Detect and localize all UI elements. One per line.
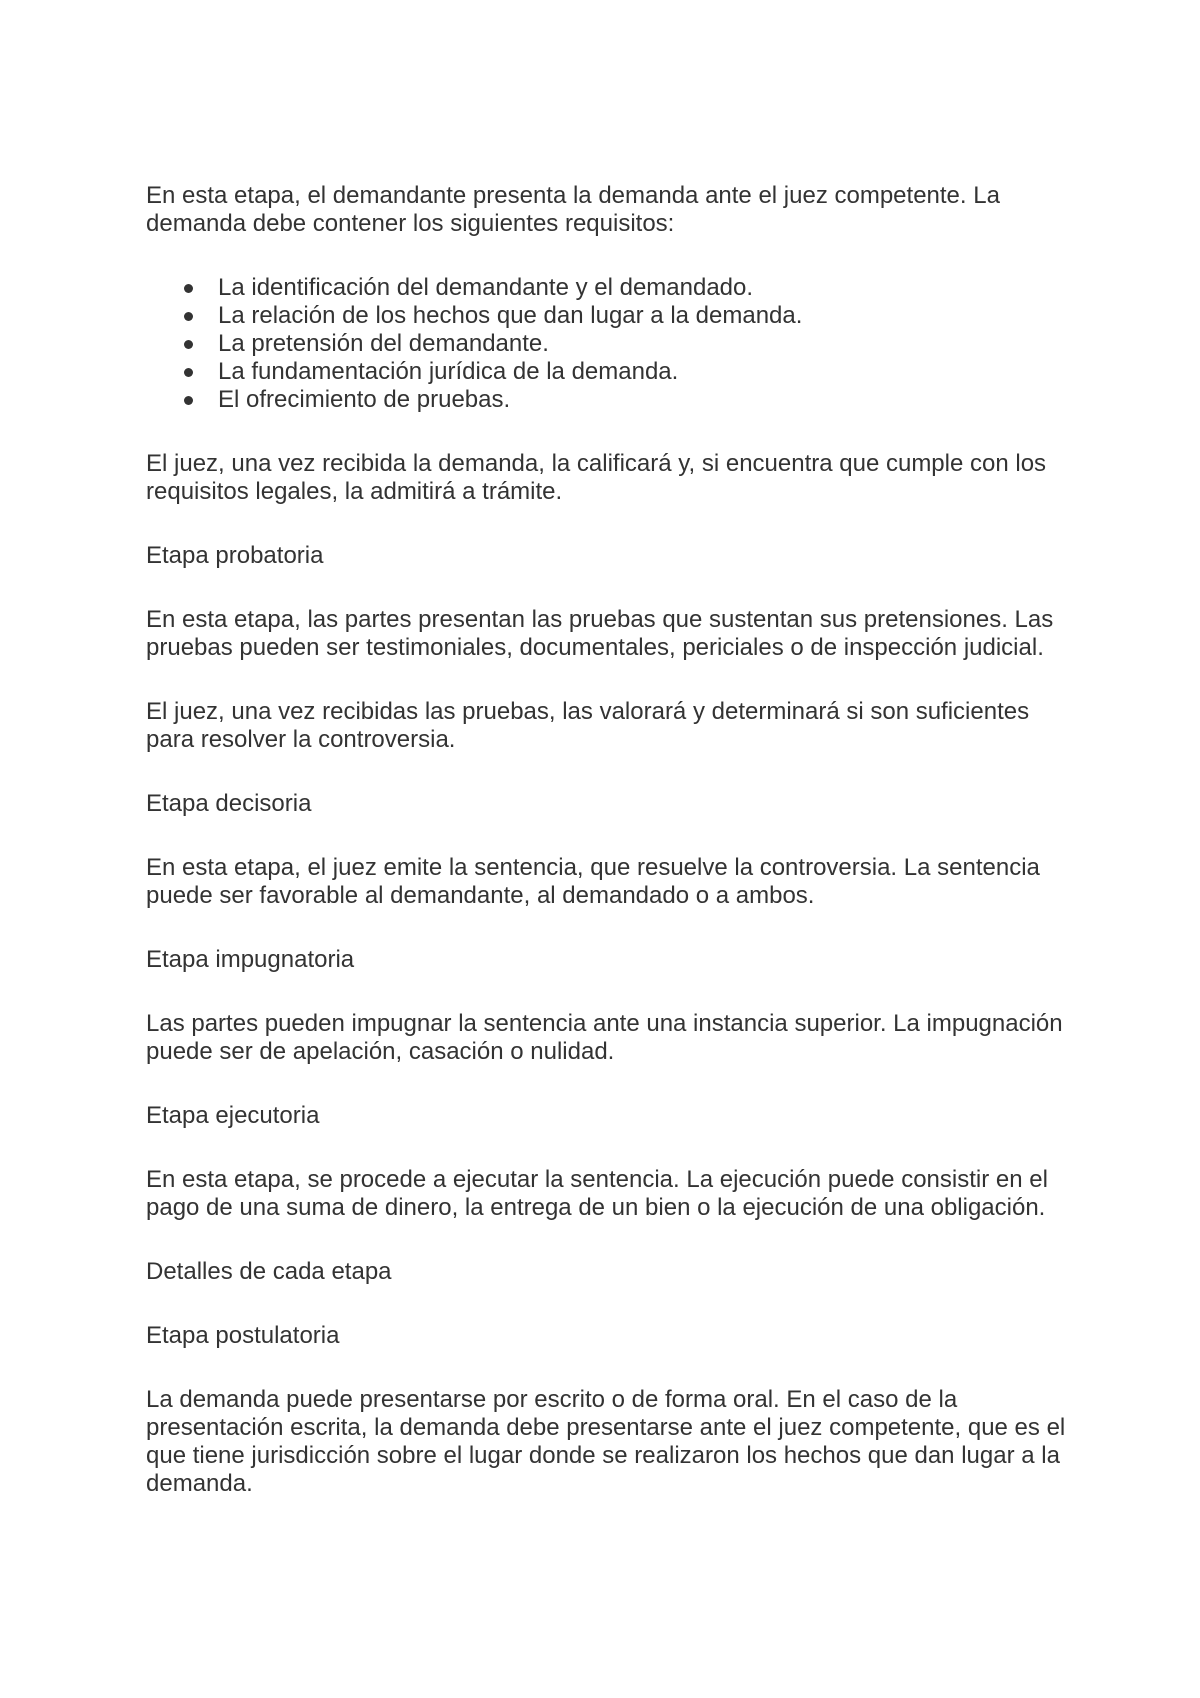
list-item [146,386,1076,414]
list-item-text: El ofrecimiento de pruebas. [218,386,511,413]
postulatoria-paragraph: La demanda puede presentarse por escrito o de forma oral. En el caso de la presentación escrita, la demanda debe presentarse ante el juez competente, que es el que tiene jurisdicción sobre el lugar donde se realizaron los hechos que dan lugar a la demanda. [146,1386,1066,1497]
bullet-icon [184,368,193,377]
probatoria-paragraph-2: El juez, una vez recibidas las pruebas, las valorará y determinará si son suficientes para resolver la controversia. [146,698,1030,753]
bullet-icon [184,340,193,349]
list-item-text: La relación de los hechos que dan lugar a la demanda. [218,302,803,329]
list-item-text: La fundamentación jurídica de la demanda. [218,358,679,385]
admission-paragraph: El juez, una vez recibida la demanda, la calificará y, si encuentra que cumple con los requisitos legales, la admitirá a trámite. [146,450,1047,505]
list-item-text: La pretensión del demandante. [218,330,549,357]
section-heading-postulatoria: Etapa postulatoria [146,1322,340,1349]
decisoria-paragraph: En esta etapa, el juez emite la sentencia, que resuelve la controversia. La sentencia puede ser favorable al demandante, al demandado o a ambos. [146,854,1040,909]
bullet-icon [184,396,193,405]
section-heading-ejecutoria: Etapa ejecutoria [146,1102,320,1129]
probatoria-paragraph-1: En esta etapa, las partes presentan las pruebas que sustentan sus pretensiones. Las pruebas pueden ser testimoniales, documentales, periciales o de inspección judicial. [146,606,1054,661]
list-item [146,302,1076,330]
section-heading-probatoria: Etapa probatoria [146,542,324,569]
list-item [146,330,1076,358]
list-item [146,358,1076,386]
document-page [146,182,1076,1534]
section-heading-detalles: Detalles de cada etapa [146,1258,392,1285]
ejecutoria-paragraph: En esta etapa, se procede a ejecutar la sentencia. La ejecución puede consistir en el pago de una suma de dinero, la entrega de un bien o la ejecución de una obligación. [146,1166,1048,1221]
bullet-icon [184,284,193,293]
section-heading-decisoria: Etapa decisoria [146,790,312,817]
section-heading-impugnatoria: Etapa impugnatoria [146,946,355,973]
requirements-list [146,274,1076,414]
list-item-text: La identificación del demandante y el demandado. [218,274,754,301]
list-item [146,274,1076,302]
impugnatoria-paragraph: Las partes pueden impugnar la sentencia ante una instancia superior. La impugnación puede ser de apelación, casación o nulidad. [146,1010,1063,1065]
intro-paragraph: En esta etapa, el demandante presenta la demanda ante el juez competente. La demanda debe contener los siguientes requisitos: [146,182,1000,237]
bullet-icon [184,312,193,321]
